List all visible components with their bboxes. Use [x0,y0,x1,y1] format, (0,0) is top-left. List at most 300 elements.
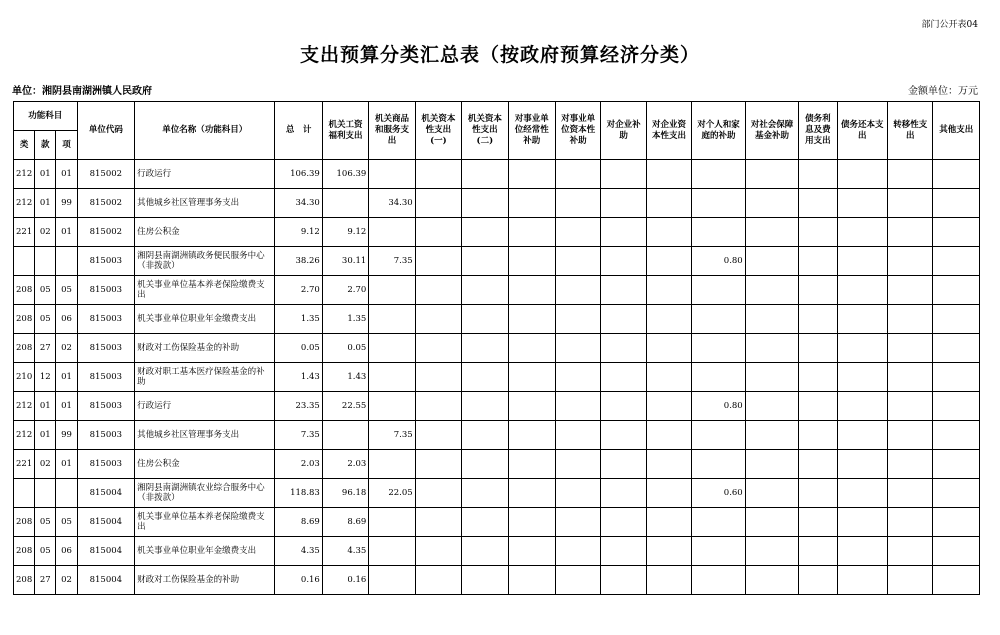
cell-inst-regular [508,508,555,537]
cell-xiang: 01 [56,218,77,247]
table-row [14,392,980,421]
cell-social [745,363,798,392]
cell-debt-principal [837,305,887,334]
cell-total: 4.35 [275,537,322,566]
cell-ent-subsidy [601,189,646,218]
table-row [14,247,980,276]
cell-unit-code: 815002 [77,189,135,218]
table-row [14,189,980,218]
cell-salary: 0.05 [322,334,368,363]
cell-inst-capital [555,450,600,479]
cell-capital-2 [462,160,508,189]
cell-other [933,363,980,392]
cell-ent-subsidy [601,160,646,189]
cell-xiang: 06 [56,537,77,566]
table-row [14,276,980,305]
header-debt-principal: 债务还本支出 [837,102,887,160]
cell-transfer [888,421,933,450]
header-inst-capital: 对事业单位资本性补助 [555,102,600,160]
cell-kuan: 01 [35,160,56,189]
cell-salary: 1.43 [322,363,368,392]
cell-unit-name: 机关事业单位基本养老保险缴费支出 [135,276,275,305]
cell-ent-subsidy [601,334,646,363]
cell-capital-1 [415,189,461,218]
cell-goods [369,392,415,421]
cell-inst-regular [508,218,555,247]
header-xiang: 项 [56,131,77,160]
cell-personal [692,508,745,537]
cell-inst-capital [555,160,600,189]
cell-unit-name: 财政对工伤保险基金的补助 [135,334,275,363]
cell-unit-name: 财政对职工基本医疗保险基金的补助 [135,363,275,392]
cell-lei: 208 [14,566,35,595]
cell-goods [369,334,415,363]
cell-total: 38.26 [275,247,322,276]
cell-inst-regular [508,160,555,189]
cell-social [745,479,798,508]
cell-unit-name: 住房公积金 [135,218,275,247]
cell-capital-2 [462,305,508,334]
cell-unit-code: 815004 [77,566,135,595]
cell-kuan [35,479,56,508]
cell-other [933,421,980,450]
cell-transfer [888,508,933,537]
cell-personal [692,305,745,334]
cell-salary: 9.12 [322,218,368,247]
cell-debt-interest [799,421,837,450]
cell-total: 8.69 [275,508,322,537]
cell-personal [692,537,745,566]
table-row [14,508,980,537]
cell-kuan: 05 [35,305,56,334]
cell-unit-name: 机关事业单位职业年金缴费支出 [135,537,275,566]
table-row [14,421,980,450]
header-unit-name: 单位名称（功能科目） [135,102,275,160]
cell-debt-principal [837,363,887,392]
cell-other [933,189,980,218]
cell-lei: 212 [14,160,35,189]
cell-debt-interest [799,479,837,508]
cell-ent-subsidy [601,392,646,421]
cell-salary: 0.16 [322,566,368,595]
cell-transfer [888,537,933,566]
cell-other [933,305,980,334]
cell-lei: 208 [14,305,35,334]
header-other: 其他支出 [933,102,980,160]
cell-personal [692,450,745,479]
cell-xiang: 01 [56,450,77,479]
cell-inst-capital [555,537,600,566]
cell-ent-capital [646,479,691,508]
cell-ent-capital [646,392,691,421]
header-debt-interest: 债务利息及费用支出 [799,102,837,160]
cell-ent-subsidy [601,247,646,276]
cell-inst-regular [508,450,555,479]
header-transfer: 转移性支出 [888,102,933,160]
cell-capital-1 [415,334,461,363]
cell-salary: 4.35 [322,537,368,566]
cell-salary: 8.69 [322,508,368,537]
cell-other [933,334,980,363]
cell-goods [369,363,415,392]
cell-transfer [888,363,933,392]
cell-transfer [888,392,933,421]
cell-goods [369,537,415,566]
cell-ent-capital [646,421,691,450]
cell-total: 1.35 [275,305,322,334]
cell-kuan: 05 [35,537,56,566]
cell-personal [692,421,745,450]
cell-lei [14,247,35,276]
cell-ent-capital [646,247,691,276]
cell-capital-1 [415,392,461,421]
cell-debt-principal [837,160,887,189]
cell-unit-code: 815004 [77,479,135,508]
cell-capital-2 [462,421,508,450]
cell-debt-principal [837,189,887,218]
cell-unit-code: 815003 [77,334,135,363]
cell-inst-capital [555,334,600,363]
table-row [14,363,980,392]
cell-goods: 22.05 [369,479,415,508]
cell-capital-2 [462,218,508,247]
cell-unit-code: 815003 [77,421,135,450]
cell-lei: 212 [14,421,35,450]
cell-social [745,508,798,537]
cell-debt-interest [799,247,837,276]
table-row [14,160,980,189]
header-salary: 机关工资福利支出 [322,102,368,160]
cell-kuan: 27 [35,566,56,595]
cell-debt-interest [799,508,837,537]
cell-capital-2 [462,479,508,508]
cell-unit-name: 机关事业单位基本养老保险缴费支出 [135,508,275,537]
cell-social [745,247,798,276]
table-row [14,334,980,363]
cell-debt-interest [799,537,837,566]
cell-total: 118.83 [275,479,322,508]
cell-unit-name: 机关事业单位职业年金缴费支出 [135,305,275,334]
header-ent-capital: 对企业资本性支出 [646,102,691,160]
cell-goods [369,160,415,189]
cell-unit-name: 行政运行 [135,392,275,421]
cell-kuan: 01 [35,421,56,450]
cell-xiang [56,479,77,508]
cell-capital-2 [462,276,508,305]
cell-inst-regular [508,247,555,276]
cell-other [933,479,980,508]
cell-goods [369,450,415,479]
cell-inst-capital [555,508,600,537]
cell-transfer [888,189,933,218]
cell-unit-code: 815003 [77,363,135,392]
cell-debt-principal [837,218,887,247]
cell-inst-regular [508,305,555,334]
cell-lei [14,479,35,508]
cell-transfer [888,566,933,595]
cell-unit-code: 815002 [77,218,135,247]
cell-social [745,160,798,189]
cell-salary: 106.39 [322,160,368,189]
cell-salary: 96.18 [322,479,368,508]
cell-salary [322,189,368,218]
cell-other [933,247,980,276]
cell-debt-principal [837,566,887,595]
cell-inst-regular [508,421,555,450]
cell-unit-code: 815004 [77,537,135,566]
cell-unit-code: 815003 [77,305,135,334]
cell-total: 34.30 [275,189,322,218]
cell-social [745,566,798,595]
cell-personal [692,566,745,595]
cell-debt-principal [837,247,887,276]
cell-ent-subsidy [601,218,646,247]
header-social: 对社会保障基金补助 [745,102,798,160]
cell-unit-name: 行政运行 [135,160,275,189]
cell-ent-capital [646,160,691,189]
cell-capital-2 [462,189,508,218]
page-title: 支出预算分类汇总表（按政府预算经济分类） [299,44,700,66]
table-row [14,450,980,479]
cell-inst-capital [555,392,600,421]
header-ent-subsidy: 对企业补助 [601,102,646,160]
cell-social [745,421,798,450]
cell-transfer [888,276,933,305]
cell-other [933,218,980,247]
cell-debt-interest [799,334,837,363]
cell-total: 106.39 [275,160,322,189]
cell-debt-interest [799,363,837,392]
cell-total: 9.12 [275,218,322,247]
cell-unit-code: 815003 [77,450,135,479]
cell-capital-2 [462,334,508,363]
cell-debt-principal [837,508,887,537]
cell-inst-regular [508,276,555,305]
cell-unit-name: 湘阴县南湖洲镇政务便民服务中心（非拨款） [135,247,275,276]
cell-lei: 221 [14,218,35,247]
cell-xiang: 01 [56,392,77,421]
cell-social [745,537,798,566]
header-unit-code: 单位代码 [77,102,135,160]
cell-xiang: 99 [56,421,77,450]
cell-social [745,276,798,305]
cell-capital-1 [415,421,461,450]
header-total: 总 计 [275,102,322,160]
cell-capital-1 [415,276,461,305]
cell-inst-capital [555,566,600,595]
header-lei: 类 [14,131,35,160]
cell-debt-principal [837,392,887,421]
cell-unit-code: 815002 [77,160,135,189]
cell-lei: 212 [14,189,35,218]
cell-ent-subsidy [601,537,646,566]
cell-kuan: 01 [35,392,56,421]
cell-debt-interest [799,189,837,218]
cell-total: 2.03 [275,450,322,479]
cell-lei: 208 [14,334,35,363]
expenditure-table [13,101,980,595]
cell-kuan: 02 [35,218,56,247]
cell-personal: 0.60 [692,479,745,508]
table-row [14,566,980,595]
cell-total: 23.35 [275,392,322,421]
cell-xiang: 01 [56,363,77,392]
cell-ent-capital [646,218,691,247]
cell-salary: 30.11 [322,247,368,276]
cell-ent-capital [646,276,691,305]
cell-kuan: 02 [35,450,56,479]
header-capital-1: 机关资本性支出(一) [415,102,461,160]
cell-ent-subsidy [601,421,646,450]
cell-ent-subsidy [601,363,646,392]
cell-lei: 210 [14,363,35,392]
cell-capital-1 [415,247,461,276]
cell-debt-principal [837,537,887,566]
cell-debt-interest [799,566,837,595]
cell-other [933,450,980,479]
cell-ent-capital [646,189,691,218]
cell-inst-capital [555,189,600,218]
cell-other [933,160,980,189]
cell-debt-interest [799,392,837,421]
cell-debt-principal [837,334,887,363]
cell-salary: 22.55 [322,392,368,421]
cell-capital-1 [415,479,461,508]
cell-goods: 7.35 [369,421,415,450]
cell-social [745,189,798,218]
cell-salary [322,421,368,450]
cell-xiang: 99 [56,189,77,218]
header-personal: 对个人和家庭的补助 [692,102,745,160]
cell-inst-capital [555,421,600,450]
cell-personal [692,363,745,392]
cell-debt-principal [837,450,887,479]
cell-inst-regular [508,334,555,363]
cell-unit-code: 815003 [77,247,135,276]
cell-debt-principal [837,421,887,450]
cell-personal: 0.80 [692,392,745,421]
cell-xiang: 01 [56,160,77,189]
cell-capital-1 [415,508,461,537]
cell-capital-1 [415,450,461,479]
cell-capital-2 [462,363,508,392]
cell-xiang: 02 [56,334,77,363]
cell-transfer [888,479,933,508]
cell-inst-capital [555,363,600,392]
cell-personal [692,160,745,189]
cell-personal [692,276,745,305]
cell-goods: 7.35 [369,247,415,276]
cell-social [745,334,798,363]
cell-ent-subsidy [601,450,646,479]
cell-ent-subsidy [601,479,646,508]
cell-ent-capital [646,537,691,566]
cell-lei: 212 [14,392,35,421]
cell-total: 2.70 [275,276,322,305]
table-row [14,305,980,334]
table-row [14,218,980,247]
cell-other [933,508,980,537]
cell-capital-2 [462,508,508,537]
cell-capital-1 [415,363,461,392]
cell-transfer [888,305,933,334]
cell-kuan: 05 [35,276,56,305]
cell-capital-2 [462,392,508,421]
cell-unit-code: 815003 [77,392,135,421]
cell-unit-name: 其他城乡社区管理事务支出 [135,421,275,450]
cell-transfer [888,247,933,276]
cell-debt-interest [799,160,837,189]
amount-unit: 金额单位：万元 [908,86,978,97]
cell-salary: 2.70 [322,276,368,305]
cell-inst-regular [508,566,555,595]
cell-transfer [888,334,933,363]
cell-capital-1 [415,537,461,566]
cell-capital-2 [462,247,508,276]
cell-unit-name: 其他城乡社区管理事务支出 [135,189,275,218]
cell-salary: 2.03 [322,450,368,479]
cell-goods [369,305,415,334]
cell-personal [692,334,745,363]
header-kuan: 款 [35,131,56,160]
cell-personal [692,189,745,218]
cell-inst-capital [555,479,600,508]
cell-ent-subsidy [601,566,646,595]
cell-inst-regular [508,392,555,421]
cell-capital-1 [415,305,461,334]
cell-inst-regular [508,537,555,566]
cell-kuan: 27 [35,334,56,363]
cell-personal [692,218,745,247]
cell-inst-capital [555,247,600,276]
cell-transfer [888,218,933,247]
cell-kuan: 12 [35,363,56,392]
cell-capital-1 [415,566,461,595]
cell-total: 0.05 [275,334,322,363]
cell-transfer [888,160,933,189]
cell-total: 7.35 [275,421,322,450]
cell-social [745,305,798,334]
cell-capital-1 [415,160,461,189]
cell-social [745,450,798,479]
cell-debt-interest [799,218,837,247]
cell-other [933,392,980,421]
header-inst-regular: 对事业单位经常性补助 [508,102,555,160]
cell-unit-code: 815004 [77,508,135,537]
cell-xiang: 02 [56,566,77,595]
cell-unit-code: 815003 [77,276,135,305]
cell-unit-name: 住房公积金 [135,450,275,479]
cell-inst-regular [508,479,555,508]
cell-lei: 221 [14,450,35,479]
cell-ent-subsidy [601,276,646,305]
table-row [14,537,980,566]
cell-debt-interest [799,450,837,479]
cell-kuan [35,247,56,276]
cell-goods [369,276,415,305]
cell-lei: 208 [14,537,35,566]
cell-other [933,566,980,595]
header-goods: 机关商品和服务支出 [369,102,415,160]
cell-unit-name: 财政对工伤保险基金的补助 [135,566,275,595]
cell-goods [369,566,415,595]
unit-label: 单位：湘阴县南湖洲镇人民政府 [12,86,152,97]
cell-kuan: 01 [35,189,56,218]
cell-social [745,392,798,421]
cell-total: 1.43 [275,363,322,392]
cell-inst-regular [508,189,555,218]
cell-capital-2 [462,566,508,595]
